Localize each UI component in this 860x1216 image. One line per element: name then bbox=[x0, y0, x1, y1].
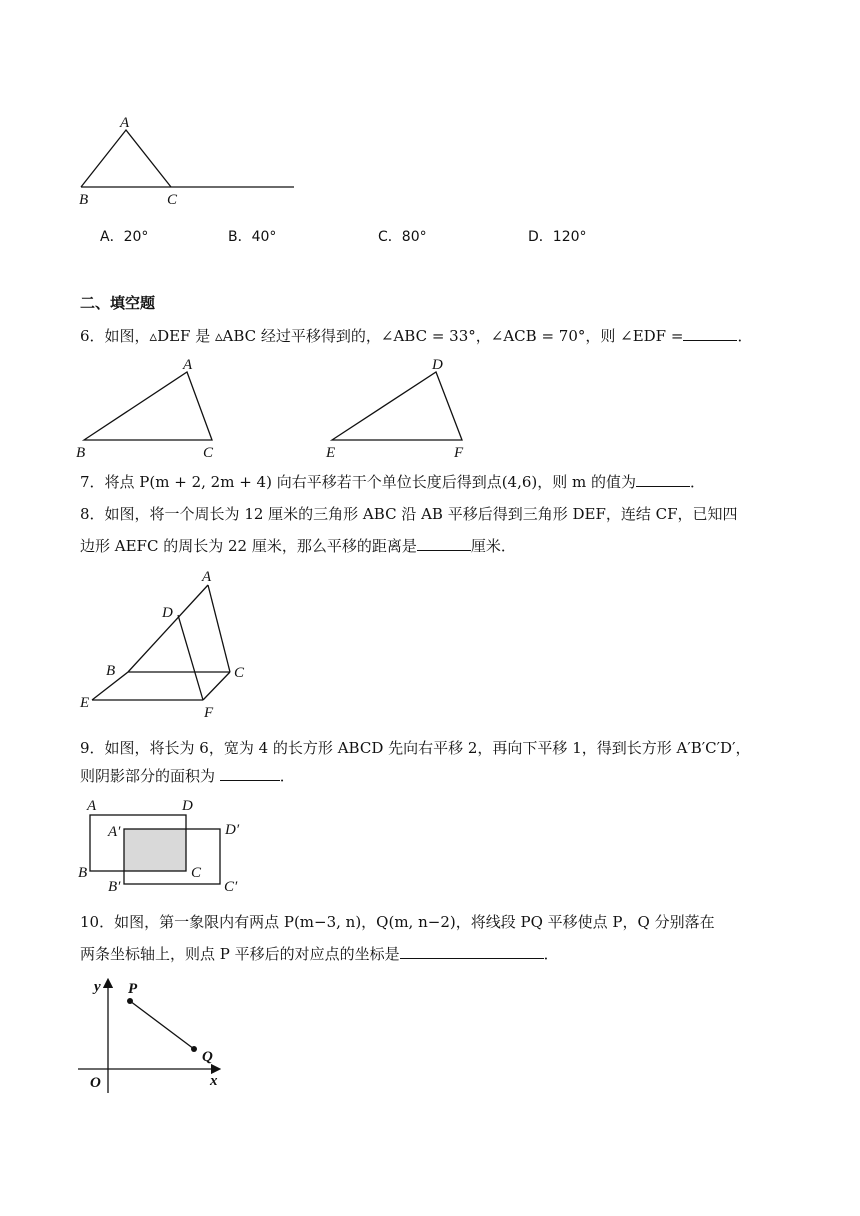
label-o: O bbox=[90, 1075, 101, 1091]
label-e: E bbox=[326, 445, 336, 461]
label-c: C bbox=[191, 865, 202, 881]
option-c[interactable]: C．80° bbox=[378, 229, 427, 245]
question-10-line1: 10．如图，第一象限内有两点 P(m−3, n)，Q(m, n−2)，将线段 PQ 平移使点 P，Q 分别落在 bbox=[80, 913, 715, 931]
label-e: E bbox=[80, 695, 90, 711]
label-a-prime: A′ bbox=[108, 824, 121, 840]
question-8-line1: 8．如图，将一个周长为 12 厘米的三角形 ABC 沿 AB 平移后得到三角形 DEF，连结 CF，已知四 bbox=[80, 505, 738, 523]
label-b: B bbox=[78, 865, 88, 881]
label-c: C bbox=[234, 665, 245, 681]
label-d: D bbox=[162, 605, 173, 621]
answer-blank-6[interactable] bbox=[683, 326, 737, 341]
point-p bbox=[127, 998, 133, 1004]
label-c-prime: C′ bbox=[224, 879, 238, 895]
label-q: Q bbox=[202, 1049, 213, 1065]
label-b: B bbox=[79, 192, 89, 208]
label-b: B bbox=[76, 445, 86, 461]
label-f: F bbox=[454, 445, 464, 461]
figure-q8-translation bbox=[80, 565, 270, 725]
option-d[interactable]: D．120° bbox=[528, 229, 587, 245]
figure-q9-rectangles bbox=[75, 795, 265, 895]
answer-blank-9[interactable] bbox=[220, 766, 280, 781]
label-a: A bbox=[202, 569, 212, 585]
section-heading: 二、填空题 bbox=[80, 294, 156, 312]
point-q bbox=[191, 1046, 197, 1052]
question-8-line2: 边形 AEFC 的周长为 22 厘米，那么平移的距离是 厘米． bbox=[80, 537, 516, 555]
label-y: y bbox=[94, 979, 101, 995]
question-6: 6．如图，▵DEF 是 ▵ABC 经过平移得到的，∠ABC = 33°，∠ACB = 70°，则 ∠EDF = ． bbox=[80, 327, 753, 345]
question-7: 7．将点 P(m + 2, 2m + 4) 向右平移若干个单位长度后得到点(4,6)，则 m 的值为 ． bbox=[80, 473, 706, 491]
question-9-line1: 9．如图，将长为 6，宽为 4 的长方形 ABCD 先向右平移 2，再向下平移 1，得到长方形 A′B′C′D′， bbox=[80, 739, 751, 757]
label-b: B bbox=[106, 663, 116, 679]
figure-q10-coordinate-plane bbox=[70, 975, 240, 1100]
figure-q6-triangles bbox=[70, 355, 490, 465]
label-c: C bbox=[167, 192, 178, 208]
label-a: A bbox=[183, 357, 193, 373]
answer-blank-10[interactable] bbox=[400, 944, 544, 959]
figure-q5-triangle bbox=[70, 110, 310, 210]
label-a: A bbox=[87, 798, 97, 814]
label-d-prime: D′ bbox=[225, 822, 240, 838]
label-c: C bbox=[203, 445, 214, 461]
label-b-prime: B′ bbox=[108, 879, 121, 895]
label-f: F bbox=[204, 705, 214, 721]
label-p: P bbox=[128, 981, 138, 997]
option-b[interactable]: B．40° bbox=[228, 229, 277, 245]
question-9-line2: 则阴影部分的面积为 ． bbox=[80, 767, 295, 785]
option-a[interactable]: A．20° bbox=[100, 229, 149, 245]
label-d: D bbox=[432, 357, 443, 373]
label-x: x bbox=[210, 1073, 218, 1089]
answer-blank-7[interactable] bbox=[636, 472, 690, 487]
label-d: D bbox=[182, 798, 193, 814]
label-a: A bbox=[120, 115, 130, 131]
question-10-line2: 两条坐标轴上，则点 P 平移后的对应点的坐标是 ． bbox=[80, 945, 559, 963]
answer-blank-8[interactable] bbox=[417, 536, 471, 551]
